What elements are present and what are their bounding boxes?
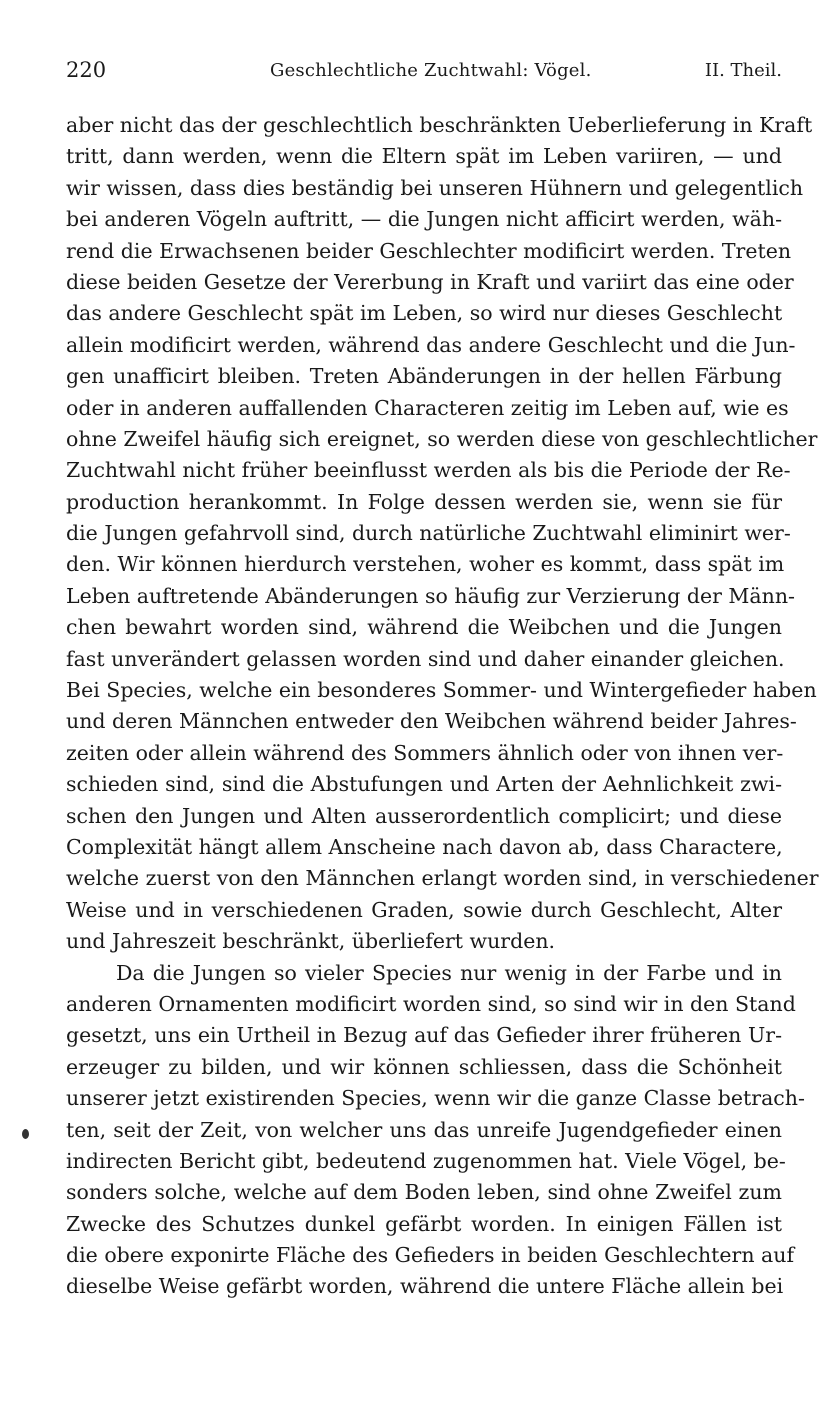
text-line: fast unverändert gelassen worden sind und daher einander gleichen. (66, 646, 785, 671)
text-line: Weise und in verschiedenen Graden, sowie durch Geschlecht, Alter (66, 897, 782, 922)
body-text (66, 110, 819, 1303)
paragraph (66, 110, 819, 958)
text-line: unserer jetzt existirenden Species, wenn wir die ganze Classe betrach- (66, 1086, 805, 1111)
text-line: Complexität hängt allem Anscheine nach davon ab, dass Charactere, (66, 834, 783, 859)
text-line: den. Wir können hierdurch verstehen, woher es kommt, dass spät im (66, 552, 785, 577)
text-line: und deren Männchen entweder den Weibchen während beider Jahres- (66, 709, 797, 734)
text-line: schieden sind, sind die Abstufungen und Arten der Aehnlichkeit zwi- (66, 772, 782, 797)
text-line: diese beiden Gesetze der Vererbung in Kraft und variirt das eine oder (66, 269, 794, 294)
text-line: die obere exponirte Fläche des Gefieders in beiden Geschlechtern auf (66, 1243, 795, 1268)
text-line: schen den Jungen und Alten ausserordentlich complicirt; und diese (66, 803, 782, 828)
text-line: production herankommt. In Folge dessen werden sie, wenn sie für (66, 489, 782, 514)
text-line: die Jungen gefahrvoll sind, durch natürliche Zuchtwahl eliminirt wer- (66, 521, 791, 546)
page-number: 220 (66, 58, 107, 82)
text-line: Bei Species, welche ein besonderes Sommer- und Wintergefieder haben (66, 678, 817, 703)
text-line: Zwecke des Schutzes dunkel gefärbt worden. In einigen Fällen ist (66, 1211, 782, 1236)
text-line: gesetzt, uns ein Urtheil in Bezug auf das Gefieder ihrer früheren Ur- (66, 1023, 782, 1048)
text-line: aber nicht das der geschlechtlich beschränkten Ueberlieferung in Kraft (66, 113, 813, 137)
text-line: bei anderen Vögeln auftritt, — die Jungen nicht afficirt werden, wäh- (66, 207, 782, 232)
text-line: erzeuger zu bilden, und wir können schliessen, dass die Schönheit (66, 1054, 782, 1079)
text-line: ohne Zweifel häufig sich ereignet, so werden diese von geschlechtlicher (66, 426, 818, 451)
margin-ink-mark (22, 1129, 29, 1139)
text-line: tritt, dann werden, wenn die Eltern spät im Leben variiren, — und (66, 144, 782, 169)
running-header (66, 58, 782, 88)
text-line: oder in anderen auffallenden Characteren zeitig im Leben auf, wie es (66, 395, 789, 420)
running-title: Geschlechtliche Zuchtwahl: Vögel. (270, 60, 592, 81)
text-line: welche zuerst von den Männchen erlangt worden sind, in verschiedener (66, 866, 819, 891)
text-line: rend die Erwachsenen beider Geschlechter modificirt werden. Treten (66, 238, 792, 263)
text-line: dieselbe Weise gefärbt worden, während die untere Fläche allein bei (66, 1274, 784, 1299)
text-line: Leben auftretende Abänderungen so häufig zur Verzierung der Männ- (66, 583, 795, 608)
text-line: Zuchtwahl nicht früher beeinflusst werden als bis die Periode der Re- (66, 458, 791, 483)
text-line: allein modificirt werden, während das andere Geschlecht und die Jun- (66, 332, 796, 357)
paragraph (66, 958, 805, 1303)
text-line: anderen Ornamenten modificirt worden sind, so sind wir in den Stand (66, 991, 796, 1016)
text-line: das andere Geschlecht spät im Leben, so wird nur dieses Geschlecht (66, 301, 783, 326)
text-line: zeiten oder allein während des Sommers ähnlich oder von ihnen ver- (66, 740, 784, 765)
text-line: wir wissen, dass dies beständig bei unseren Hühnern und gelegentlich (66, 175, 804, 200)
text-line: ten, seit der Zeit, von welcher uns das unreife Jugendgefieder einen (66, 1117, 782, 1142)
text-line: indirecten Bericht gibt, bedeutend zugenommen hat. Viele Vögel, be- (66, 1148, 786, 1173)
text-line: und Jahreszeit beschränkt, überliefert wurden. (66, 929, 556, 954)
text-line: gen unafficirt bleiben. Treten Abänderungen in der hellen Färbung (66, 364, 782, 389)
text-line: sonders solche, welche auf dem Boden leben, sind ohne Zweifel zum (66, 1180, 782, 1205)
part-label: II. Theil. (704, 60, 782, 81)
text-line: chen bewahrt worden sind, während die Weibchen und die Jungen (66, 615, 782, 640)
text-line: Da die Jungen so vieler Species nur wenig in der Farbe und in (116, 960, 782, 985)
